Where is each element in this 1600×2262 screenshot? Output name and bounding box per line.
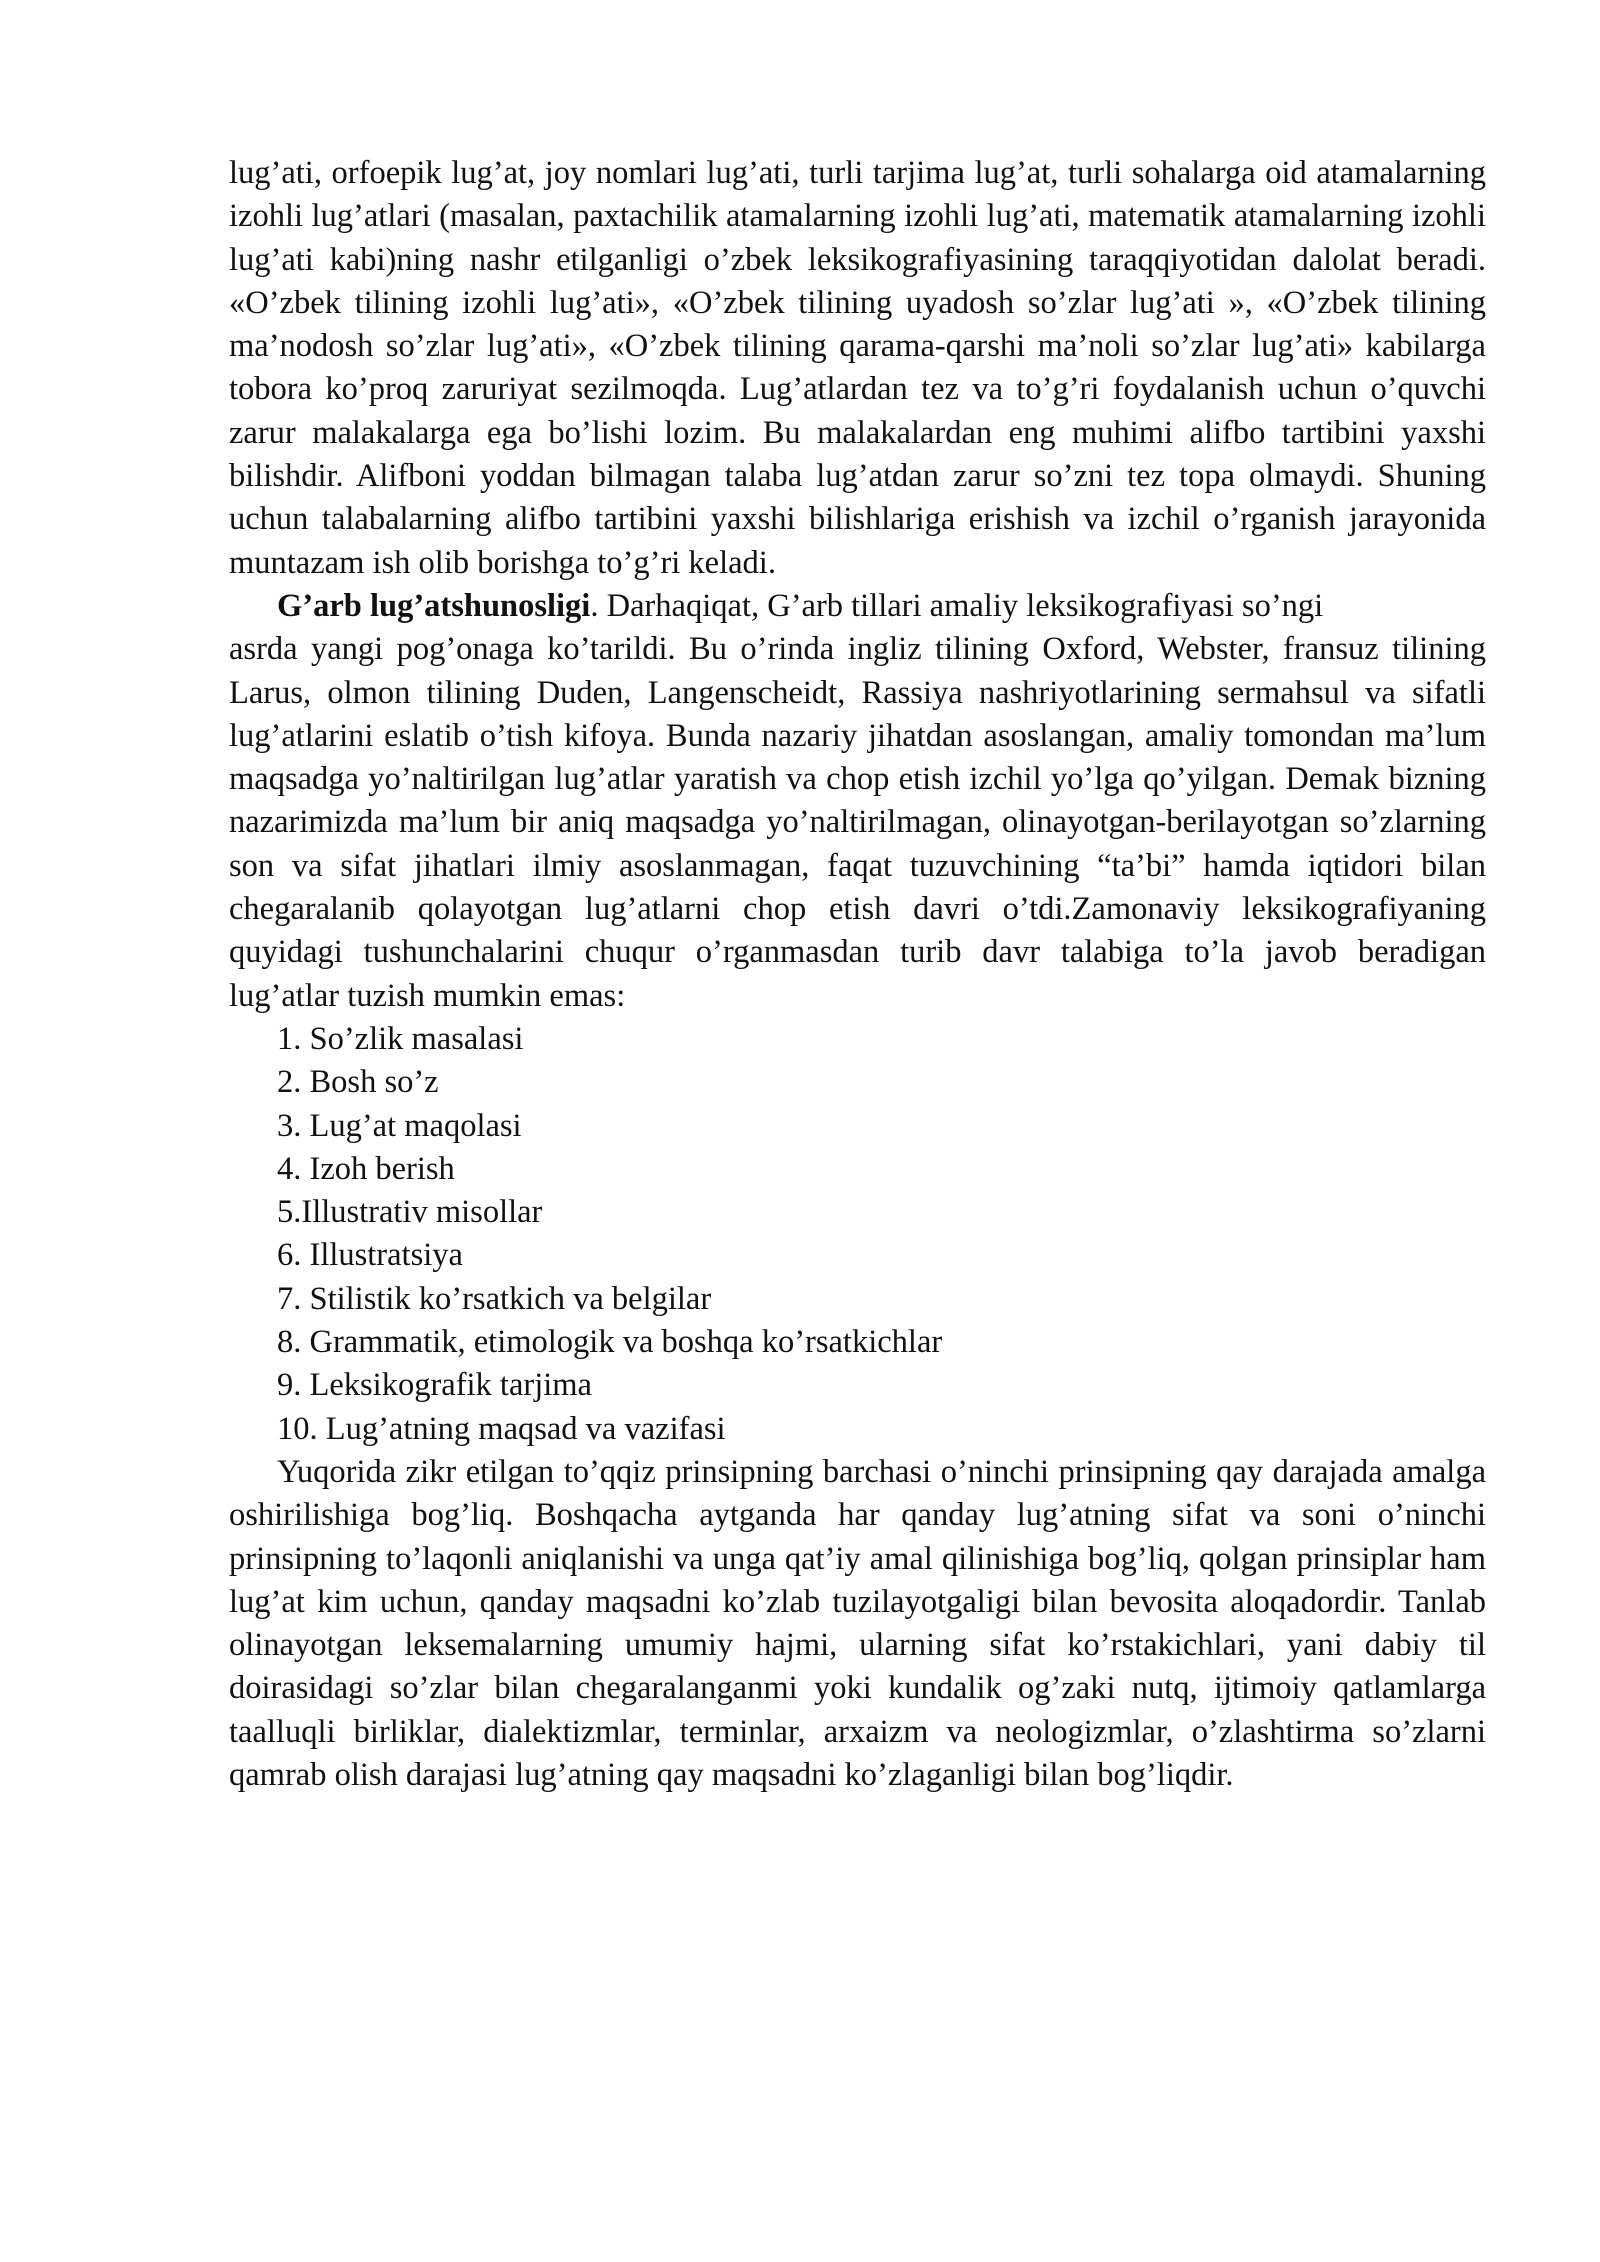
paragraph-western-lexicography: asrda yangi pog’onaga ko’tarildi. Bu o’rinda ingliz tilining Oxford, Webster, fransuz tilining Larus, olmon tilining Duden, Langenscheidt, Rassiya nashriyotlarining sermahsul va sifatli lug’atlarini eslatib o’tish kifoya. Bunda nazariy jihatdan asoslangan, amaliy tomondan ma’lum maqsadga yo’naltirilgan lug’atlar yaratish va chop etish izchil yo’lga qo’yilgan. Demak bizning nazarimizda ma’lum bir aniq maqsadga yo’naltirilmagan, olinayotgan-berilayotgan so’zlarning son va sifat jihatlari ilmiy asoslanmagan, faqat tuzuvchining “ta’bi” hamda iqtidori bilan chegaralanib qolayotgan lug’atlarni chop etish davri o’tdi.Zamonaviy leksikografiyaning quyidagi tushunchalarini chuqur o’rganmasdan turib davr talabiga to’la javob beradigan lug’atlar tuzish mumkin emas: (229, 631, 1486, 1014)
list-item: 6. Illustratsiya (277, 1237, 463, 1274)
list-item: 5.Illustrativ misollar (277, 1194, 543, 1231)
list-item: 10. Lug’atning maqsad va vazifasi (277, 1410, 726, 1447)
list-item: 7. Stilistik ko’rsatkich va belgilar (277, 1280, 712, 1317)
paragraph-western-lexicography-first-line: . Darhaqiqat, G’arb tillari amaliy leksikografiyasi so’ngi (590, 587, 1324, 624)
paragraph-western-lexicography-intro (229, 585, 1486, 628)
principles-list (229, 1018, 1486, 1451)
list-item: 9. Leksikografik tarjima (277, 1367, 592, 1404)
list-item: 1. So’zlik masalasi (277, 1020, 524, 1057)
list-item: 4. Izoh berish (277, 1150, 455, 1187)
list-item: 2. Bosh so’z (277, 1064, 439, 1101)
list-item: 8. Grammatik, etimologik va boshqa ko’rsatkichlar (277, 1324, 943, 1361)
list-item: 3. Lug’at maqolasi (277, 1107, 522, 1144)
document-page (229, 152, 1486, 1797)
paragraph-conclusion: Yuqorida zikr etilgan to’qqiz prinsipning barchasi o’ninchi prinsipning qay darajada amalga oshirilishiga bog’liq. Boshqacha aytganda har qanday lug’atning sifat va soni o’ninchi prinsipning to’laqonli aniqlanishi va unga qat’iy amal qilinishiga bog’liq, qolgan prinsiplar ham lug’at kim uchun, qanday maqsadni ko’zlab tuzilayotgaligi bilan bevosita aloqadordir. Tanlab olinayotgan leksemalarning umumiy hajmi, ularning sifat ko’rstakichlari, yani dabiy til doirasidagi so’zlar bilan chegaralanganmi yoki kundalik og’zaki nutq, ijtimoiy qatlamlarga taalluqli birliklar, dialektizmlar, terminlar, arxaizm va neologizmlar, o’zlashtirma so’zlarni qamrab olish darajasi lug’atning qay maqsadni ko’zlaganligi bilan bog’liqdir. (229, 1453, 1486, 1793)
section-heading-western-lexicography: G’arb lug’atshunosligi (277, 587, 591, 624)
paragraph-dictionaries: lug’ati, orfoepik lug’at, joy nomlari lug’ati, turli tarjima lug’at, turli sohalarga oid atamalarning izohli lug’atlari (masalan, paxtachilik atamalarning izohli lug’ati, matematik atamalarning izohli lug’ati kabi)ning nashr etilganligi o’zbek leksikografiyasining taraqqiyotidan dalolat beradi. «O’zbek tilining izohli lug’ati», «O’zbek tilining uyadosh so’zlar lug’ati », «O’zbek tilining ma’nodosh so’zlar lug’ati», «O’zbek tilining qarama-qarshi ma’noli so’zlar lug’ati» kabilarga tobora ko’proq zaruriyat sezilmoqda. Lug’atlardan tez va to’g’ri foydalanish uchun o’quvchi zarur malakalarga ega bo’lishi lozim. Bu malakalardan eng muhimi alifbo tartibini yaxshi bilishdir. Alifboni yoddan bilmagan talaba lug’atdan zarur so’zni tez topa olmaydi. Shuning uchun talabalarning alifbo tartibini yaxshi bilishlariga erishish va izchil o’rganish jarayonida muntazam ish olib borishga to’g’ri keladi. (229, 155, 1486, 581)
